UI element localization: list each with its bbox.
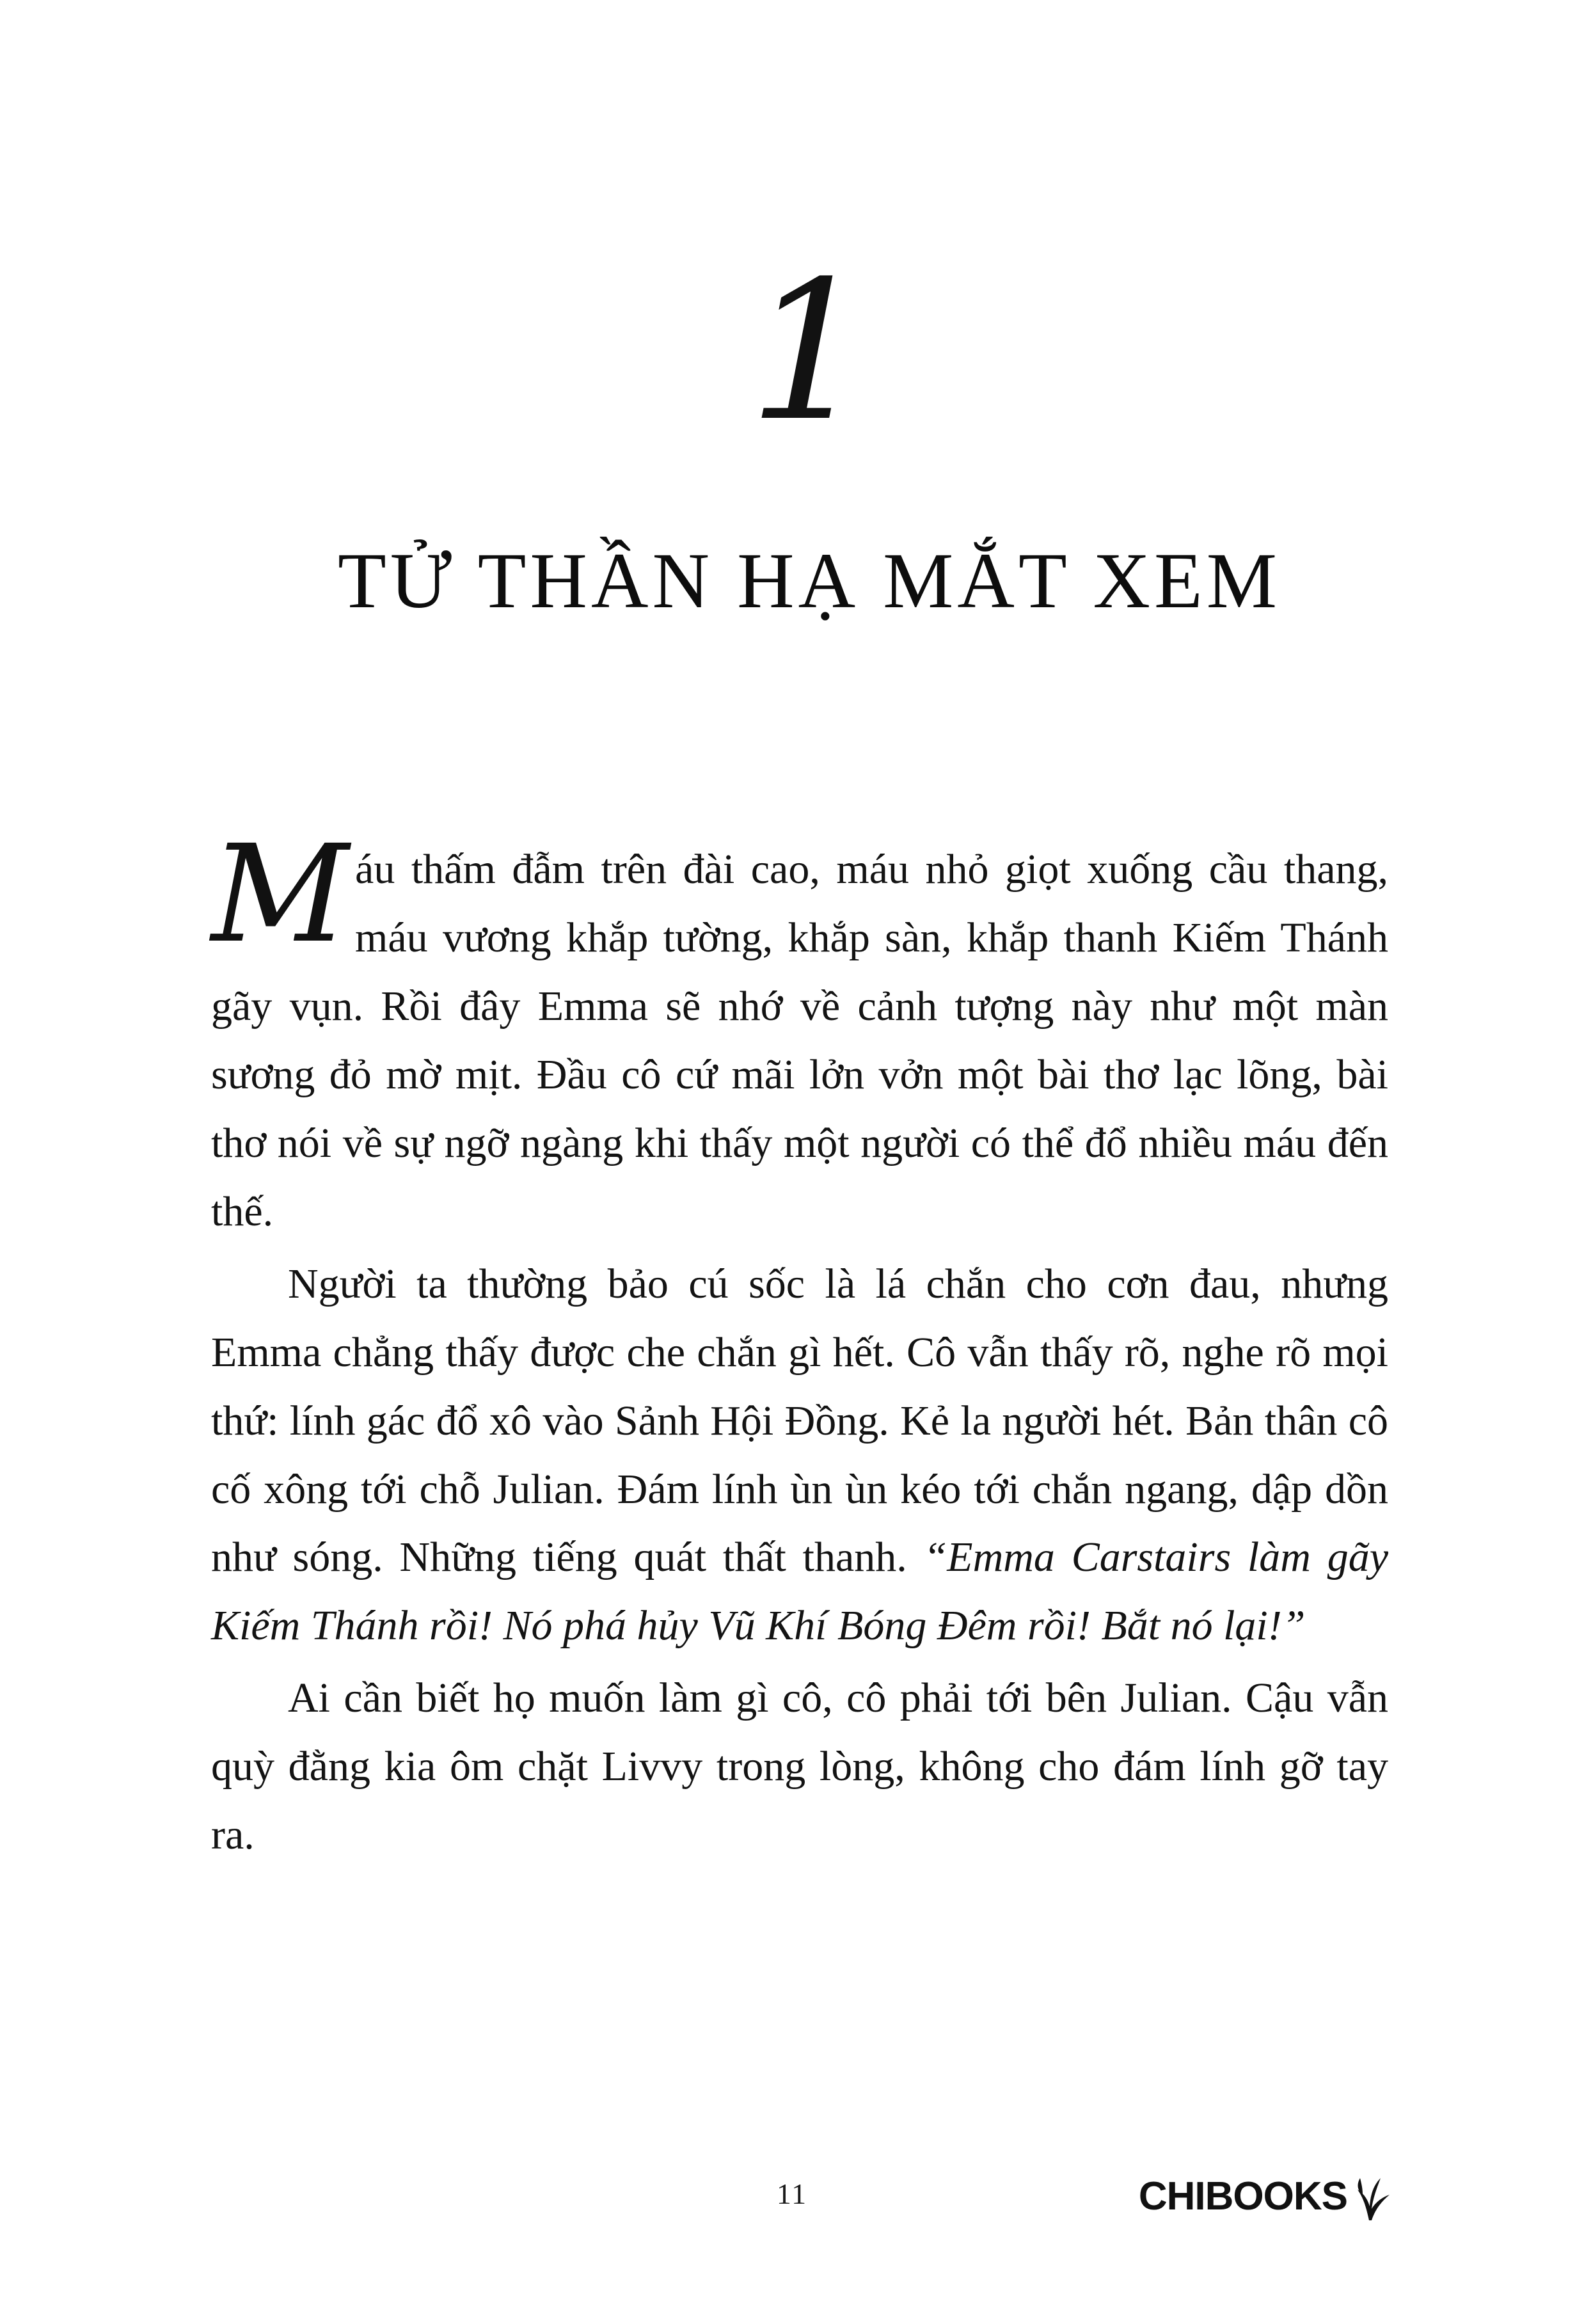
sprout-icon: [1347, 2170, 1392, 2222]
paragraph-2-text-before: Người ta thường bảo cú sốc là lá chắn cho cơn đau, nhưng Emma chẳng thấy được che chắn gì hết. Cô vẫn thấy rõ, nghe rõ mọi thứ: lính gác đổ xô vào Sảnh Hội Đồng. Kẻ la người hét. Bản thân cô cố xông tới chỗ Julian. Đám lính ùn ùn kéo tới chắn ngang, dập dồn như sóng. Những tiếng quát thất thanh.: [211, 1260, 1388, 1581]
publisher-logo: [1139, 2170, 1392, 2222]
body-text: [211, 816, 1389, 1870]
page-number: 11: [776, 2177, 808, 2210]
drop-cap: M: [211, 816, 349, 973]
paragraph-3: [211, 1664, 1388, 1870]
chapter-title: TỬ THẦN HẠ MẮT XEM: [337, 537, 1281, 625]
paragraph-1: [211, 816, 1388, 1246]
paragraph-1-text: áu thấm đẫm trên đài cao, máu nhỏ giọt xuống cầu thang, máu vương khắp tường, khắp sàn, khắp thanh Kiếm Thánh gãy vụn. Rồi đây Emma sẽ nhớ về cảnh tượng này như một màn sương đỏ mờ mịt. Đầu cô cứ mãi lởn vởn một bài thơ lạc lõng, bài thơ nói về sự ngỡ ngàng khi thấy một người có thể đổ nhiều máu đến thế.: [211, 846, 1388, 1235]
paragraph-3-text: Ai cần biết họ muốn làm gì cô, cô phải tới bên Julian. Cậu vẫn quỳ đằng kia ôm chặt Livvy trong lòng, không cho đám lính gỡ tay ra.: [211, 1675, 1388, 1859]
page-content: [211, 0, 1407, 2324]
page-footer: [0, 2170, 1584, 2228]
chapter-number: 1: [748, 240, 871, 463]
paragraph-2: [211, 1250, 1388, 1660]
paragraph-2-quote: “Emma Carstairs làm gãy Kiếm Thánh rồi! Nó phá hủy Vũ Khí Bóng Đêm rồi! Bắt nó lại!”: [211, 1534, 1389, 1650]
publisher-name: CHIBOOKS: [1138, 2174, 1347, 2218]
